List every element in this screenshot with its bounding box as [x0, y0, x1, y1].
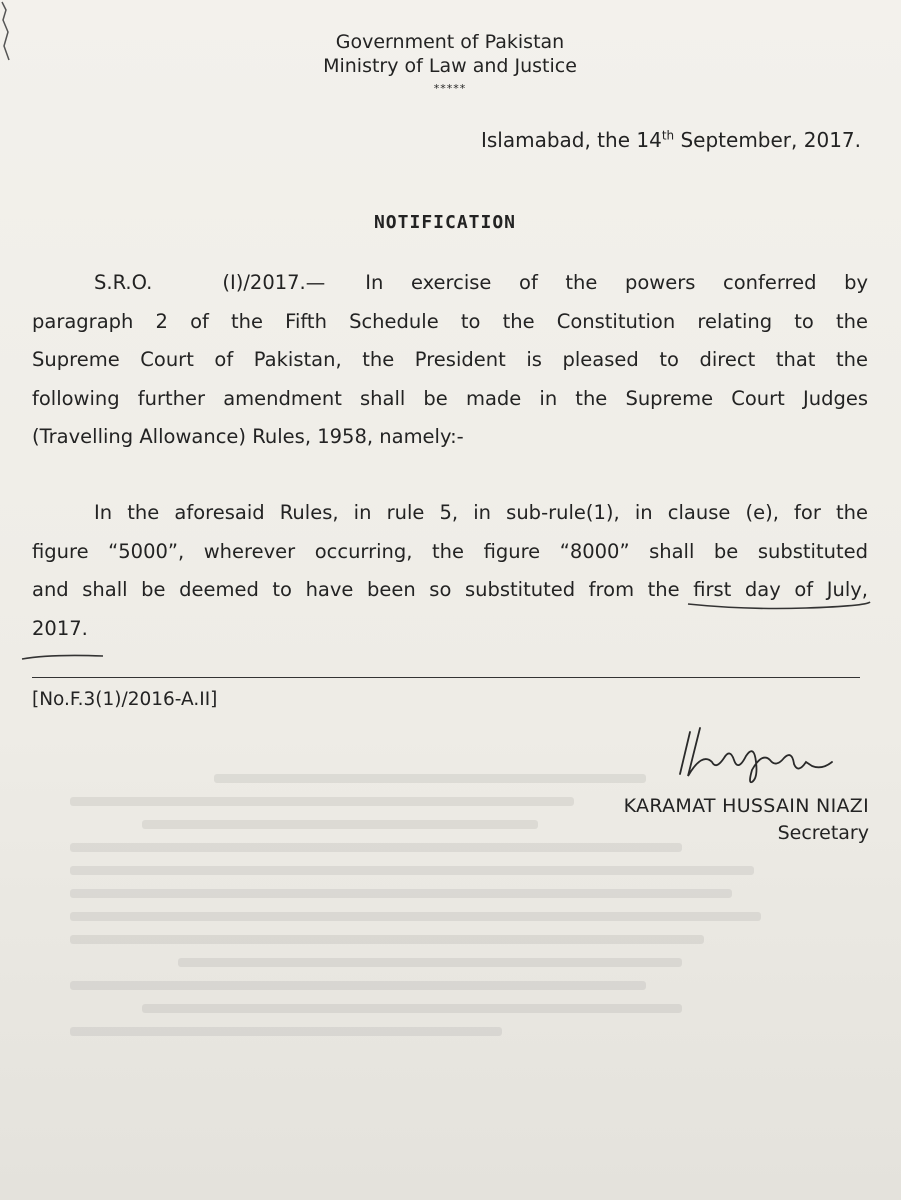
para1-line-2: paragraph 2 of the Fifth Schedule to the Constitution relating to the — [32, 309, 868, 333]
sro-label: S.R.O. — [94, 271, 153, 294]
signatory-designation: Secretary — [777, 822, 869, 844]
para1-line-1 — [32, 264, 868, 303]
file-number: [No.F.3(1)/2016-A.II] — [32, 689, 218, 710]
para2-line-3: and shall be deemed to have been so substituted from the first day of July, — [32, 578, 868, 601]
notification-title: NOTIFICATION — [373, 212, 517, 233]
para2-line-2: figure “5000”, wherever occurring, the figure “8000” shall be substituted — [32, 539, 868, 563]
issue-date — [481, 128, 861, 152]
header-stars: ***** — [433, 82, 467, 95]
page-edge-mark — [0, 0, 20, 70]
signatory-name: KARAMAT HUSSAIN NIAZI — [623, 795, 869, 817]
pen-underline — [686, 600, 872, 614]
para1-line-3: Supreme Court of Pakistan, the President is pleased to direct that the — [32, 348, 868, 371]
para1-line-1-text: In exercise of the powers conferred by — [365, 271, 868, 294]
para1-line-5: (Travelling Allowance) Rules, 1958, namely:- — [32, 425, 464, 448]
para2-line-1: In the aforesaid Rules, in rule 5, in sub-rule(1), in clause (e), for the — [94, 501, 868, 524]
header-government: Government of Pakistan — [335, 31, 565, 53]
notification-paragraph-2 — [32, 494, 868, 648]
bleed-through-text — [70, 760, 790, 1190]
para2-line-4: 2017. — [32, 616, 88, 640]
notification-paragraph-1 — [32, 264, 868, 457]
header-ministry: Ministry of Law and Justice — [323, 55, 577, 77]
sro-number: (I)/2017.— — [222, 271, 326, 294]
pen-underline-year — [20, 652, 105, 662]
date-prefix: Islamabad, the 14 — [480, 128, 662, 152]
date-sup: th — [661, 128, 675, 143]
separator-line — [32, 677, 860, 678]
date-suffix: September, 2017. — [674, 128, 861, 152]
para1-line-4: following further amendment shall be made in the Supreme Court Judges — [32, 386, 868, 410]
